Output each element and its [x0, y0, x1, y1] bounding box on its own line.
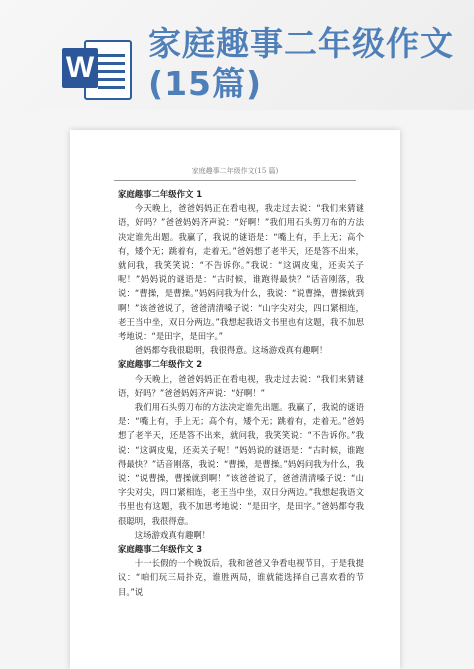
paragraph: 这场游戏真有趣啊！ [134, 529, 211, 540]
document-body [70, 181, 400, 599]
header-banner [0, 0, 474, 110]
paragraph: 我们用石头剪刀布的方法决定谁先出题。我赢了，我说的谜语是：“嘴上有，手上无；高个有，矮个无；跳着有，走着无。”爸妈想了老半天，还是答不出来，就问我，我笑笑说：“不告诉你。”我说：“这调皮鬼，还卖关子呢！”妈妈说的谜语是：“古时候，谁跑得最快？”话音刚落，我说：“曹操，是曹操。”妈妈问我为什么，我说：“说曹操，曹操就到啊！”该爸爸说了，爸爸清清嗓子说：“山字尖对尖，四口紧相连，老王当中坐，双日分两边。”我想起我语文书里也有这题，我不加思考地说：“是田字，是田字。”爸妈都夸我很聪明，我很得意。 [118, 402, 364, 526]
section-heading: 家庭趣事二年级作文 1 [118, 189, 203, 199]
running-head: 家庭趣事二年级作文(15 篇) [114, 166, 356, 181]
paragraph: 十一长假的一个晚饭后，我和爸爸又争看电视节目，于是我提议：“咱们玩三局扑克，谁胜两局，谁就能选择自己喜欢看的节目。”说 [118, 558, 364, 597]
word-badge: W [62, 48, 98, 88]
document-page [70, 130, 400, 669]
word-document-icon [62, 34, 130, 100]
paragraph: 今天晚上，爸爸妈妈正在看电视，我走过去说：“我们来猜谜语，好吗？”爸爸妈妈齐声说：“好啊！” [118, 373, 364, 398]
section-heading: 家庭趣事二年级作文 2 [118, 359, 203, 370]
paragraph: 今天晚上，爸爸妈妈正在看电视，我走过去说：“我们来猜谜语，好吗？”爸爸妈妈齐声说：“好啊！”我们用石头剪刀布的方法决定谁先出题。我赢了，我说的谜语是：“嘴上有，手上无；高个有，矮个无；跳着有，走着无。”爸妈想了老半天，还是答不出来，就问我，我笑笑说：“不告诉你。”我说：“这调皮鬼，还卖关子呢！”妈妈说的谜语是：“古时候，谁跑得最快？”话音刚落，我说：“曹操，是曹操。”妈妈问我为什么，我说：“说曹操，曹操就到啊！”该爸爸说了，爸爸清清嗓子说：“山字尖对尖，四口紧相连，老王当中坐，双日分两边。”我想起我语文书里也有这题，我不加思考地说：“是田字，是田字。” [118, 203, 364, 342]
page-title: 家庭趣事二年级作文(15篇) [148, 24, 454, 103]
paragraph: 爸妈都夸我很聪明，我很得意。这场游戏真有趣啊！ [134, 345, 328, 356]
section-heading: 家庭趣事二年级作文 3 [118, 544, 203, 555]
